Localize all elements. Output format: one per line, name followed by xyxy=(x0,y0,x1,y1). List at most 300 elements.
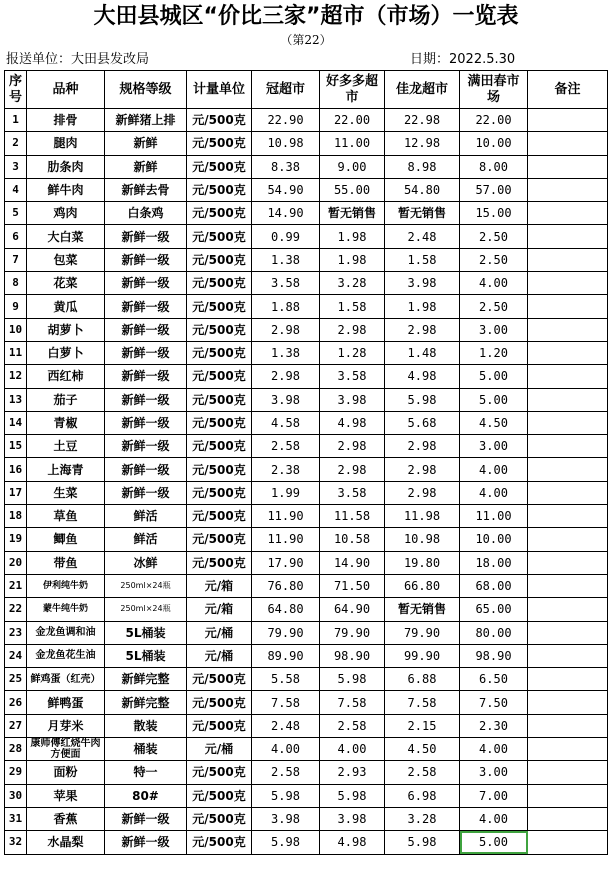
cell-name[interactable]: 肋条肉 xyxy=(27,155,105,178)
cell-spec[interactable]: 特一 xyxy=(105,761,187,784)
cell-spec[interactable]: 新鲜一级 xyxy=(105,225,187,248)
cell-spec[interactable]: 散装 xyxy=(105,714,187,737)
cell-price-store1[interactable]: 10.98 xyxy=(252,132,320,155)
cell-price-store1[interactable]: 17.90 xyxy=(252,551,320,574)
cell-price-store3[interactable]: 6.98 xyxy=(385,784,460,807)
cell-price-store4[interactable]: 5.00 xyxy=(460,831,528,854)
cell-note[interactable] xyxy=(528,248,608,271)
cell-spec[interactable]: 鲜活 xyxy=(105,505,187,528)
cell-price-store2[interactable]: 1.58 xyxy=(320,295,385,318)
cell-price-store4[interactable]: 22.00 xyxy=(460,109,528,132)
cell-price-store2[interactable]: 4.98 xyxy=(320,831,385,854)
cell-price-store2[interactable]: 11.58 xyxy=(320,505,385,528)
cell-no[interactable]: 15 xyxy=(5,435,27,458)
cell-price-store4[interactable]: 4.00 xyxy=(460,458,528,481)
cell-price-store4[interactable]: 7.50 xyxy=(460,691,528,714)
cell-price-store2[interactable]: 暂无销售 xyxy=(320,202,385,225)
cell-price-store1[interactable]: 11.90 xyxy=(252,505,320,528)
cell-price-store4[interactable]: 4.00 xyxy=(460,272,528,295)
cell-note[interactable] xyxy=(528,132,608,155)
cell-price-store2[interactable]: 98.90 xyxy=(320,644,385,667)
cell-price-store1[interactable]: 2.48 xyxy=(252,714,320,737)
cell-price-store2[interactable]: 1.98 xyxy=(320,225,385,248)
cell-unit[interactable]: 元/500克 xyxy=(187,341,252,364)
cell-note[interactable] xyxy=(528,318,608,341)
cell-unit[interactable]: 元/500克 xyxy=(187,784,252,807)
cell-price-store3[interactable]: 8.98 xyxy=(385,155,460,178)
cell-spec[interactable]: 新鲜一级 xyxy=(105,458,187,481)
cell-no[interactable]: 26 xyxy=(5,691,27,714)
cell-price-store2[interactable]: 2.58 xyxy=(320,714,385,737)
cell-spec[interactable]: 新鲜完整 xyxy=(105,668,187,691)
cell-spec[interactable]: 5L桶装 xyxy=(105,621,187,644)
cell-unit[interactable]: 元/500克 xyxy=(187,435,252,458)
cell-price-store1[interactable]: 1.99 xyxy=(252,481,320,504)
cell-price-store2[interactable]: 2.98 xyxy=(320,318,385,341)
cell-name[interactable]: 鲜鸭蛋 xyxy=(27,691,105,714)
cell-price-store3[interactable]: 2.98 xyxy=(385,318,460,341)
cell-note[interactable] xyxy=(528,714,608,737)
cell-note[interactable] xyxy=(528,668,608,691)
cell-price-store2[interactable]: 79.90 xyxy=(320,621,385,644)
cell-note[interactable] xyxy=(528,202,608,225)
cell-price-store1[interactable]: 3.98 xyxy=(252,807,320,830)
cell-price-store3[interactable]: 3.98 xyxy=(385,272,460,295)
cell-price-store4[interactable]: 8.00 xyxy=(460,155,528,178)
cell-unit[interactable]: 元/500克 xyxy=(187,761,252,784)
cell-unit[interactable]: 元/桶 xyxy=(187,621,252,644)
cell-no[interactable]: 23 xyxy=(5,621,27,644)
cell-unit[interactable]: 元/500克 xyxy=(187,481,252,504)
cell-name[interactable]: 花菜 xyxy=(27,272,105,295)
cell-spec[interactable]: 桶装 xyxy=(105,738,187,761)
cell-spec[interactable]: 鲜活 xyxy=(105,528,187,551)
cell-note[interactable] xyxy=(528,109,608,132)
cell-price-store1[interactable]: 0.99 xyxy=(252,225,320,248)
cell-name[interactable]: 白萝卜 xyxy=(27,341,105,364)
cell-unit[interactable]: 元/500克 xyxy=(187,365,252,388)
cell-price-store4[interactable]: 65.00 xyxy=(460,598,528,621)
cell-name[interactable]: 草鱼 xyxy=(27,505,105,528)
cell-price-store2[interactable]: 9.00 xyxy=(320,155,385,178)
cell-price-store2[interactable]: 1.98 xyxy=(320,248,385,271)
cell-name[interactable]: 生菜 xyxy=(27,481,105,504)
cell-unit[interactable]: 元/500克 xyxy=(187,272,252,295)
cell-price-store2[interactable]: 71.50 xyxy=(320,574,385,597)
cell-no[interactable]: 12 xyxy=(5,365,27,388)
cell-no[interactable]: 32 xyxy=(5,831,27,854)
cell-price-store3[interactable]: 1.98 xyxy=(385,295,460,318)
cell-note[interactable] xyxy=(528,411,608,434)
cell-note[interactable] xyxy=(528,598,608,621)
cell-name[interactable]: 茄子 xyxy=(27,388,105,411)
cell-price-store1[interactable]: 14.90 xyxy=(252,202,320,225)
cell-price-store2[interactable]: 3.98 xyxy=(320,388,385,411)
cell-spec[interactable]: 新鲜猪上排 xyxy=(105,109,187,132)
cell-price-store2[interactable]: 4.00 xyxy=(320,738,385,761)
cell-price-store3[interactable]: 22.98 xyxy=(385,109,460,132)
cell-spec[interactable]: 新鲜一级 xyxy=(105,272,187,295)
cell-price-store3[interactable]: 暂无销售 xyxy=(385,598,460,621)
cell-unit[interactable]: 元/500克 xyxy=(187,109,252,132)
cell-price-store4[interactable]: 57.00 xyxy=(460,178,528,201)
cell-price-store4[interactable]: 98.90 xyxy=(460,644,528,667)
cell-no[interactable]: 9 xyxy=(5,295,27,318)
col-header-no[interactable]: 序号 xyxy=(5,71,27,109)
cell-price-store3[interactable]: 12.98 xyxy=(385,132,460,155)
cell-unit[interactable]: 元/500克 xyxy=(187,668,252,691)
cell-note[interactable] xyxy=(528,155,608,178)
cell-price-store1[interactable]: 5.58 xyxy=(252,668,320,691)
cell-price-store3[interactable]: 2.15 xyxy=(385,714,460,737)
cell-name[interactable]: 腿肉 xyxy=(27,132,105,155)
cell-price-store1[interactable]: 11.90 xyxy=(252,528,320,551)
cell-no[interactable]: 31 xyxy=(5,807,27,830)
cell-price-store1[interactable]: 22.90 xyxy=(252,109,320,132)
cell-price-store2[interactable]: 4.98 xyxy=(320,411,385,434)
cell-price-store1[interactable]: 5.98 xyxy=(252,784,320,807)
cell-price-store3[interactable]: 54.80 xyxy=(385,178,460,201)
cell-spec[interactable]: 新鲜一级 xyxy=(105,807,187,830)
cell-price-store2[interactable]: 64.90 xyxy=(320,598,385,621)
cell-name[interactable]: 伊利纯牛奶 xyxy=(27,574,105,597)
cell-price-store1[interactable]: 4.58 xyxy=(252,411,320,434)
cell-name[interactable]: 金龙鱼花生油 xyxy=(27,644,105,667)
cell-price-store1[interactable]: 2.58 xyxy=(252,761,320,784)
cell-spec[interactable]: 白条鸡 xyxy=(105,202,187,225)
cell-price-store4[interactable]: 4.00 xyxy=(460,807,528,830)
cell-price-store3[interactable]: 11.98 xyxy=(385,505,460,528)
cell-note[interactable] xyxy=(528,784,608,807)
cell-no[interactable]: 8 xyxy=(5,272,27,295)
cell-unit[interactable]: 元/500克 xyxy=(187,458,252,481)
col-header-note[interactable]: 备注 xyxy=(528,71,608,109)
cell-unit[interactable]: 元/500克 xyxy=(187,248,252,271)
cell-price-store3[interactable]: 4.50 xyxy=(385,738,460,761)
cell-name[interactable]: 面粉 xyxy=(27,761,105,784)
cell-name[interactable]: 香蕉 xyxy=(27,807,105,830)
cell-price-store3[interactable]: 2.98 xyxy=(385,435,460,458)
cell-price-store3[interactable]: 2.48 xyxy=(385,225,460,248)
table-row xyxy=(5,598,608,621)
cell-price-store3[interactable]: 5.98 xyxy=(385,831,460,854)
cell-unit[interactable]: 元/500克 xyxy=(187,714,252,737)
cell-price-store2[interactable]: 2.98 xyxy=(320,458,385,481)
cell-spec[interactable]: 250ml×24瓶 xyxy=(105,574,187,597)
cell-note[interactable] xyxy=(528,528,608,551)
cell-name[interactable]: 西红柿 xyxy=(27,365,105,388)
cell-price-store3[interactable]: 暂无销售 xyxy=(385,202,460,225)
cell-spec[interactable]: 250ml×24瓶 xyxy=(105,598,187,621)
cell-price-store4[interactable]: 2.50 xyxy=(460,248,528,271)
cell-no[interactable]: 25 xyxy=(5,668,27,691)
cell-unit[interactable]: 元/箱 xyxy=(187,574,252,597)
cell-unit[interactable]: 元/500克 xyxy=(187,155,252,178)
cell-price-store1[interactable]: 3.98 xyxy=(252,388,320,411)
cell-price-store4[interactable]: 3.00 xyxy=(460,318,528,341)
cell-note[interactable] xyxy=(528,388,608,411)
cell-price-store1[interactable]: 7.58 xyxy=(252,691,320,714)
cell-no[interactable]: 17 xyxy=(5,481,27,504)
cell-price-store4[interactable]: 2.30 xyxy=(460,714,528,737)
cell-name[interactable]: 胡萝卜 xyxy=(27,318,105,341)
cell-spec[interactable]: 新鲜一级 xyxy=(105,388,187,411)
cell-no[interactable]: 16 xyxy=(5,458,27,481)
cell-price-store2[interactable]: 7.58 xyxy=(320,691,385,714)
cell-note[interactable] xyxy=(528,691,608,714)
cell-price-store3[interactable]: 5.98 xyxy=(385,388,460,411)
cell-no[interactable]: 20 xyxy=(5,551,27,574)
cell-note[interactable] xyxy=(528,458,608,481)
cell-name[interactable]: 水晶梨 xyxy=(27,831,105,854)
cell-price-store3[interactable]: 1.48 xyxy=(385,341,460,364)
cell-note[interactable] xyxy=(528,225,608,248)
cell-price-store4[interactable]: 15.00 xyxy=(460,202,528,225)
cell-price-store1[interactable]: 8.38 xyxy=(252,155,320,178)
cell-note[interactable] xyxy=(528,341,608,364)
cell-spec[interactable]: 新鲜一级 xyxy=(105,248,187,271)
cell-unit[interactable]: 元/500克 xyxy=(187,295,252,318)
cell-price-store1[interactable]: 2.98 xyxy=(252,365,320,388)
cell-note[interactable] xyxy=(528,505,608,528)
cell-price-store4[interactable]: 10.00 xyxy=(460,528,528,551)
cell-unit[interactable]: 元/500克 xyxy=(187,225,252,248)
cell-no[interactable]: 24 xyxy=(5,644,27,667)
cell-spec[interactable]: 80# xyxy=(105,784,187,807)
cell-unit[interactable]: 元/500克 xyxy=(187,528,252,551)
cell-price-store1[interactable]: 4.00 xyxy=(252,738,320,761)
cell-price-store1[interactable]: 5.98 xyxy=(252,831,320,854)
cell-spec[interactable]: 新鲜一级 xyxy=(105,831,187,854)
cell-unit[interactable]: 元/500克 xyxy=(187,318,252,341)
cell-note[interactable] xyxy=(528,738,608,761)
cell-no[interactable]: 30 xyxy=(5,784,27,807)
cell-no[interactable]: 14 xyxy=(5,411,27,434)
cell-unit[interactable]: 元/桶 xyxy=(187,644,252,667)
cell-note[interactable] xyxy=(528,807,608,830)
cell-price-store3[interactable]: 2.98 xyxy=(385,458,460,481)
cell-spec[interactable]: 新鲜一级 xyxy=(105,435,187,458)
cell-no[interactable]: 29 xyxy=(5,761,27,784)
cell-name[interactable]: 苹果 xyxy=(27,784,105,807)
cell-spec[interactable]: 新鲜完整 xyxy=(105,691,187,714)
cell-no[interactable]: 18 xyxy=(5,505,27,528)
cell-no[interactable]: 1 xyxy=(5,109,27,132)
cell-no[interactable]: 4 xyxy=(5,178,27,201)
cell-name[interactable]: 鲜鸡蛋（红壳） xyxy=(27,668,105,691)
cell-note[interactable] xyxy=(528,831,608,854)
cell-price-store4[interactable]: 2.50 xyxy=(460,295,528,318)
cell-spec[interactable]: 5L桶装 xyxy=(105,644,187,667)
cell-price-store2[interactable]: 5.98 xyxy=(320,784,385,807)
cell-no[interactable]: 7 xyxy=(5,248,27,271)
cell-name[interactable]: 上海青 xyxy=(27,458,105,481)
cell-no[interactable]: 28 xyxy=(5,738,27,761)
cell-unit[interactable]: 元/500克 xyxy=(187,807,252,830)
cell-price-store4[interactable]: 5.00 xyxy=(460,388,528,411)
cell-spec[interactable]: 新鲜去骨 xyxy=(105,178,187,201)
cell-name[interactable]: 黄瓜 xyxy=(27,295,105,318)
cell-price-store4[interactable]: 4.50 xyxy=(460,411,528,434)
cell-price-store1[interactable]: 64.80 xyxy=(252,598,320,621)
cell-price-store2[interactable]: 11.00 xyxy=(320,132,385,155)
cell-no[interactable]: 2 xyxy=(5,132,27,155)
cell-price-store4[interactable]: 4.00 xyxy=(460,738,528,761)
cell-price-store2[interactable]: 14.90 xyxy=(320,551,385,574)
cell-unit[interactable]: 元/桶 xyxy=(187,738,252,761)
table-row xyxy=(5,248,608,271)
cell-price-store1[interactable]: 54.90 xyxy=(252,178,320,201)
cell-note[interactable] xyxy=(528,761,608,784)
cell-note[interactable] xyxy=(528,178,608,201)
cell-price-store4[interactable]: 80.00 xyxy=(460,621,528,644)
cell-price-store2[interactable]: 10.58 xyxy=(320,528,385,551)
col-header-store4[interactable]: 满田春市场 xyxy=(460,71,528,109)
col-header-spec[interactable]: 规格等级 xyxy=(105,71,187,109)
cell-note[interactable] xyxy=(528,295,608,318)
cell-price-store4[interactable]: 3.00 xyxy=(460,435,528,458)
cell-name[interactable]: 大白菜 xyxy=(27,225,105,248)
table-row xyxy=(5,341,608,364)
cell-price-store2[interactable]: 3.98 xyxy=(320,807,385,830)
cell-price-store1[interactable]: 2.98 xyxy=(252,318,320,341)
cell-price-store1[interactable]: 89.90 xyxy=(252,644,320,667)
cell-price-store4[interactable]: 18.00 xyxy=(460,551,528,574)
cell-name[interactable]: 青椒 xyxy=(27,411,105,434)
cell-note[interactable] xyxy=(528,644,608,667)
cell-unit[interactable]: 元/500克 xyxy=(187,178,252,201)
cell-price-store2[interactable]: 5.98 xyxy=(320,668,385,691)
cell-price-store3[interactable]: 79.90 xyxy=(385,621,460,644)
cell-no[interactable]: 11 xyxy=(5,341,27,364)
cell-price-store3[interactable]: 5.68 xyxy=(385,411,460,434)
cell-spec[interactable]: 新鲜一级 xyxy=(105,481,187,504)
cell-price-store2[interactable]: 3.58 xyxy=(320,365,385,388)
cell-spec[interactable]: 新鲜一级 xyxy=(105,365,187,388)
cell-name[interactable]: 排骨 xyxy=(27,109,105,132)
cell-no[interactable]: 27 xyxy=(5,714,27,737)
cell-price-store4[interactable]: 1.20 xyxy=(460,341,528,364)
cell-price-store1[interactable]: 79.90 xyxy=(252,621,320,644)
cell-price-store3[interactable]: 7.58 xyxy=(385,691,460,714)
cell-name[interactable]: 土豆 xyxy=(27,435,105,458)
cell-price-store4[interactable]: 2.50 xyxy=(460,225,528,248)
cell-spec[interactable]: 冰鲜 xyxy=(105,551,187,574)
cell-spec[interactable]: 新鲜一级 xyxy=(105,341,187,364)
cell-price-store3[interactable]: 6.88 xyxy=(385,668,460,691)
cell-name[interactable]: 康师傅红烧牛肉方便面 xyxy=(27,738,105,761)
cell-no[interactable]: 13 xyxy=(5,388,27,411)
cell-note[interactable] xyxy=(528,481,608,504)
cell-price-store1[interactable]: 76.80 xyxy=(252,574,320,597)
cell-price-store4[interactable]: 5.00 xyxy=(460,365,528,388)
col-header-store1[interactable]: 冠超市 xyxy=(252,71,320,109)
col-header-store3[interactable]: 佳龙超市 xyxy=(385,71,460,109)
cell-note[interactable] xyxy=(528,621,608,644)
cell-name[interactable]: 鲫鱼 xyxy=(27,528,105,551)
cell-price-store3[interactable]: 1.58 xyxy=(385,248,460,271)
cell-name[interactable]: 金龙鱼调和油 xyxy=(27,621,105,644)
cell-spec[interactable]: 新鲜一级 xyxy=(105,295,187,318)
cell-price-store3[interactable]: 10.98 xyxy=(385,528,460,551)
cell-price-store2[interactable]: 2.98 xyxy=(320,435,385,458)
cell-price-store2[interactable]: 22.00 xyxy=(320,109,385,132)
cell-price-store3[interactable]: 2.98 xyxy=(385,481,460,504)
col-header-store2[interactable]: 好多多超市 xyxy=(320,71,385,109)
cell-price-store2[interactable]: 1.28 xyxy=(320,341,385,364)
cell-price-store3[interactable]: 4.98 xyxy=(385,365,460,388)
cell-no[interactable]: 19 xyxy=(5,528,27,551)
cell-note[interactable] xyxy=(528,435,608,458)
cell-price-store4[interactable]: 3.00 xyxy=(460,761,528,784)
cell-unit[interactable]: 元/500克 xyxy=(187,202,252,225)
cell-price-store1[interactable]: 1.88 xyxy=(252,295,320,318)
cell-price-store4[interactable]: 6.50 xyxy=(460,668,528,691)
cell-unit[interactable]: 元/500克 xyxy=(187,132,252,155)
cell-unit[interactable]: 元/500克 xyxy=(187,505,252,528)
cell-unit[interactable]: 元/箱 xyxy=(187,598,252,621)
cell-unit[interactable]: 元/500克 xyxy=(187,388,252,411)
cell-no[interactable]: 21 xyxy=(5,574,27,597)
cell-price-store3[interactable]: 99.90 xyxy=(385,644,460,667)
cell-price-store1[interactable]: 1.38 xyxy=(252,248,320,271)
cell-price-store1[interactable]: 2.38 xyxy=(252,458,320,481)
col-header-name[interactable]: 品种 xyxy=(27,71,105,109)
cell-name[interactable]: 鸡肉 xyxy=(27,202,105,225)
cell-name[interactable]: 带鱼 xyxy=(27,551,105,574)
cell-spec[interactable]: 新鲜一级 xyxy=(105,411,187,434)
cell-price-store3[interactable]: 3.28 xyxy=(385,807,460,830)
cell-price-store4[interactable]: 4.00 xyxy=(460,481,528,504)
cell-price-store4[interactable]: 10.00 xyxy=(460,132,528,155)
cell-price-store3[interactable]: 19.80 xyxy=(385,551,460,574)
cell-price-store3[interactable]: 66.80 xyxy=(385,574,460,597)
cell-unit[interactable]: 元/500克 xyxy=(187,691,252,714)
cell-note[interactable] xyxy=(528,574,608,597)
cell-no[interactable]: 6 xyxy=(5,225,27,248)
cell-name[interactable]: 包菜 xyxy=(27,248,105,271)
cell-price-store4[interactable]: 7.00 xyxy=(460,784,528,807)
cell-name[interactable]: 月芽米 xyxy=(27,714,105,737)
cell-name[interactable]: 鲜牛肉 xyxy=(27,178,105,201)
cell-name[interactable]: 蒙牛纯牛奶 xyxy=(27,598,105,621)
cell-spec[interactable]: 新鲜 xyxy=(105,155,187,178)
cell-price-store2[interactable]: 3.58 xyxy=(320,481,385,504)
cell-price-store2[interactable]: 55.00 xyxy=(320,178,385,201)
cell-no[interactable]: 22 xyxy=(5,598,27,621)
col-header-unit[interactable]: 计量单位 xyxy=(187,71,252,109)
cell-price-store1[interactable]: 3.58 xyxy=(252,272,320,295)
cell-note[interactable] xyxy=(528,551,608,574)
cell-note[interactable] xyxy=(528,272,608,295)
cell-price-store3[interactable]: 2.58 xyxy=(385,761,460,784)
cell-price-store1[interactable]: 2.58 xyxy=(252,435,320,458)
cell-no[interactable]: 3 xyxy=(5,155,27,178)
cell-no[interactable]: 5 xyxy=(5,202,27,225)
cell-price-store4[interactable]: 68.00 xyxy=(460,574,528,597)
cell-spec[interactable]: 新鲜 xyxy=(105,132,187,155)
cell-price-store2[interactable]: 3.28 xyxy=(320,272,385,295)
cell-note[interactable] xyxy=(528,365,608,388)
cell-unit[interactable]: 元/500克 xyxy=(187,551,252,574)
cell-price-store4[interactable]: 11.00 xyxy=(460,505,528,528)
cell-no[interactable]: 10 xyxy=(5,318,27,341)
cell-unit[interactable]: 元/500克 xyxy=(187,411,252,434)
cell-unit[interactable]: 元/500克 xyxy=(187,831,252,854)
cell-price-store2[interactable]: 2.93 xyxy=(320,761,385,784)
cell-spec[interactable]: 新鲜一级 xyxy=(105,318,187,341)
cell-price-store1[interactable]: 1.38 xyxy=(252,341,320,364)
